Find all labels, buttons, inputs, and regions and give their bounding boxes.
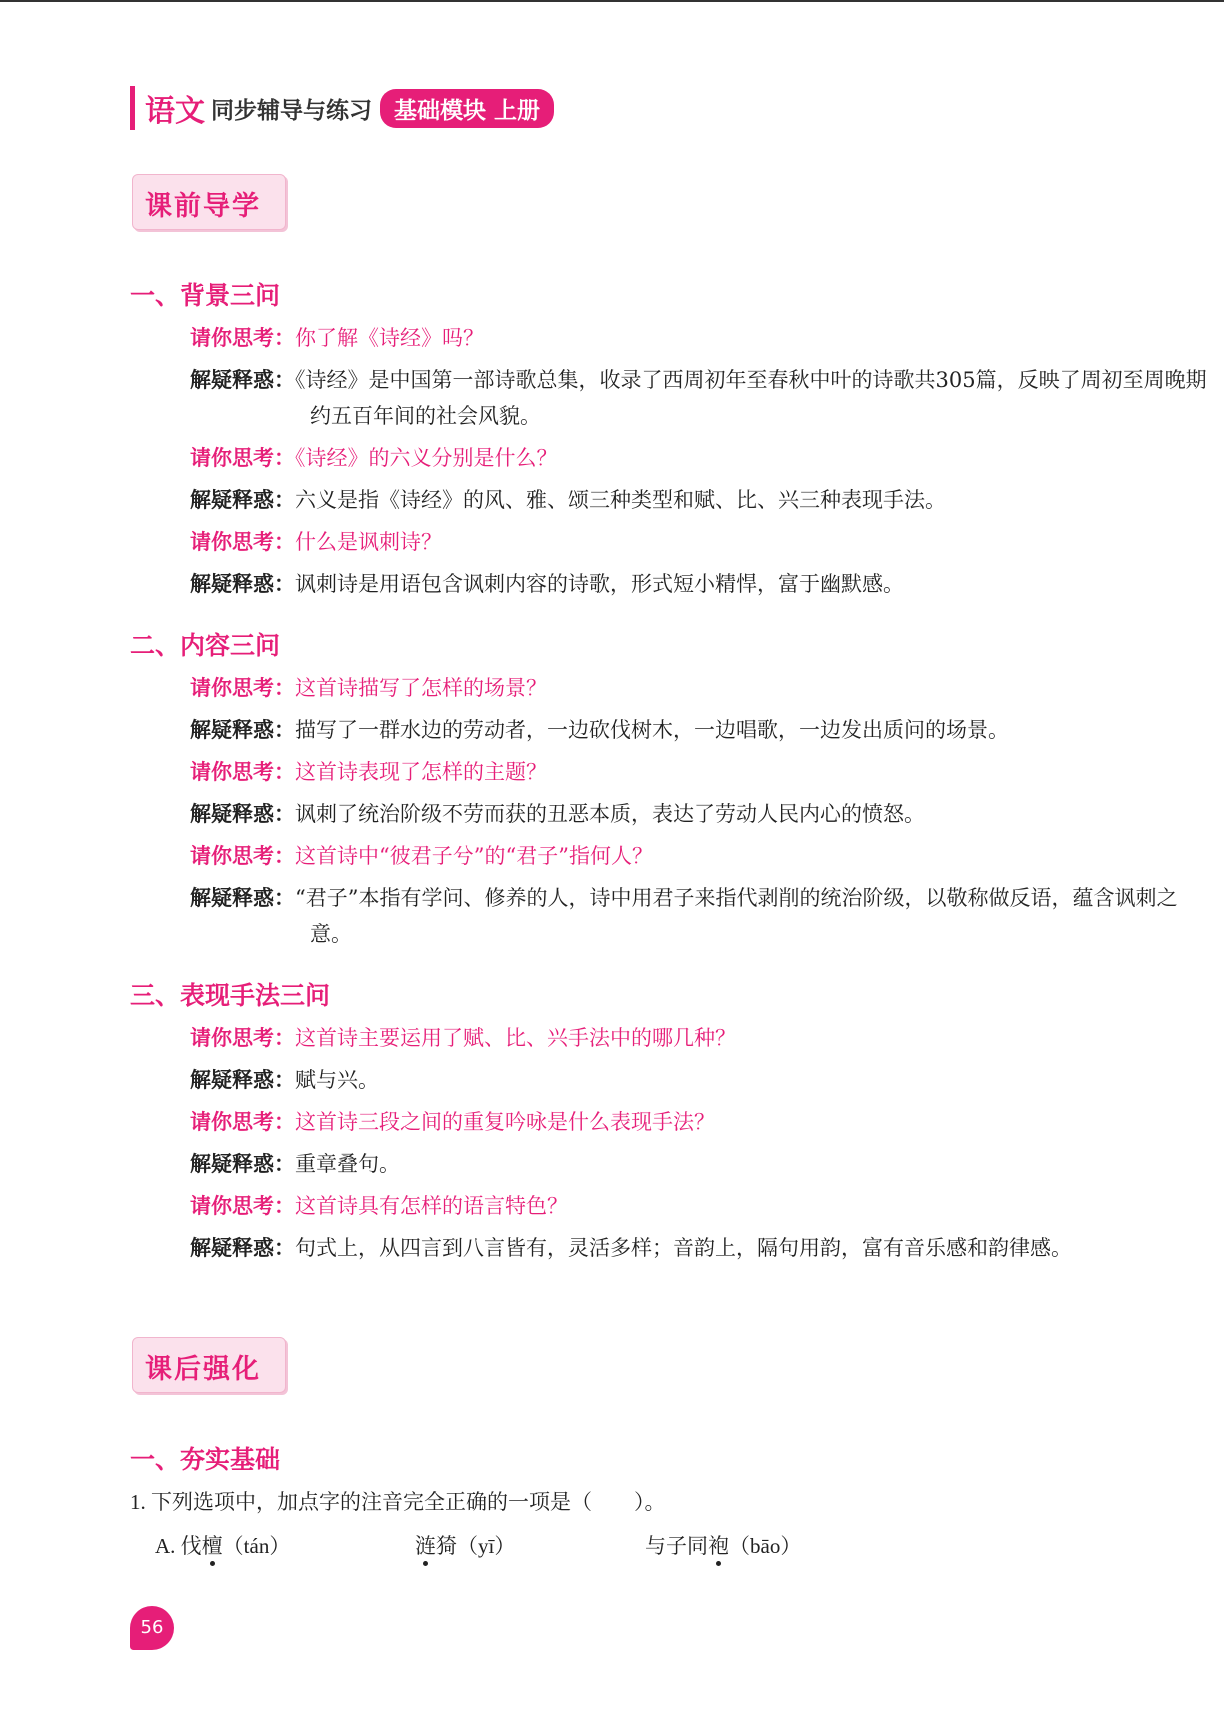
exercise-heading: 一、夯实基础 bbox=[130, 1445, 281, 1474]
answer-line: 解疑释惑：讽刺诗是用语包含讽刺内容的诗歌，形式短小精悍，富于幽默感。 bbox=[190, 572, 904, 596]
header-series: 同步辅导与练习 bbox=[211, 97, 372, 124]
answer-line: 解疑释惑：句式上，从四言到八言皆有，灵活多样；音韵上，隔句用韵，富有音乐感和韵律感。 bbox=[190, 1236, 1072, 1260]
answer-line: 解疑释惑：赋与兴。 bbox=[190, 1068, 379, 1092]
option-a-word-3: 与子同袍（bāo） bbox=[645, 1534, 802, 1558]
question-line: 请你思考：你了解《诗经》吗？ bbox=[190, 326, 484, 350]
section-box-post-class bbox=[132, 1337, 286, 1393]
exercise-question: 1. 下列选项中，加点字的注音完全正确的一项是（ ）。 bbox=[130, 1490, 666, 1514]
group-heading: 一、背景三问 bbox=[130, 281, 281, 310]
dotted-char: 袍 bbox=[708, 1534, 729, 1558]
page-number: 56 bbox=[130, 1606, 174, 1650]
question-line: 请你思考：这首诗中“彼君子兮”的“君子”指何人？ bbox=[190, 844, 653, 868]
header-volume-pill: 基础模块 上册 bbox=[380, 89, 554, 128]
question-line: 请你思考：这首诗具有怎样的语言特色？ bbox=[190, 1194, 568, 1218]
question-line: 请你思考：这首诗三段之间的重复吟咏是什么表现手法？ bbox=[190, 1110, 715, 1134]
answer-line: 解疑释惑：描写了一群水边的劳动者，一边砍伐树木，一边唱歌，一边发出质问的场景。 bbox=[190, 718, 1009, 742]
section-box-pre-class bbox=[132, 174, 286, 230]
answer-line: 解疑释惑：“君子”本指有学问、修养的人，诗中用君子来指代剥削的统治阶级，以敬称做反语，蕴含讽刺之意。 bbox=[190, 886, 1178, 946]
answer-line: 解疑释惑：《诗经》是中国第一部诗歌总集，收录了西周初年至春秋中叶的诗歌共305篇，反映了周初至周晚期约五百年间的社会风貌。 bbox=[190, 368, 1207, 428]
option-label: A. bbox=[155, 1534, 176, 1558]
question-line: 请你思考：这首诗主要运用了赋、比、兴手法中的哪几种？ bbox=[190, 1026, 736, 1050]
section-title: 课前导学 bbox=[145, 191, 261, 222]
answer-line: 解疑释惑：六义是指《诗经》的风、雅、颂三种类型和赋、比、兴三种表现手法。 bbox=[190, 488, 946, 512]
question-line: 请你思考：这首诗表现了怎样的主题？ bbox=[190, 760, 547, 784]
section-title: 课后强化 bbox=[145, 1354, 261, 1385]
question-line: 请你思考：这首诗描写了怎样的场景？ bbox=[190, 676, 547, 700]
group-heading: 二、内容三问 bbox=[130, 631, 281, 660]
answer-line: 解疑释惑：重章叠句。 bbox=[190, 1152, 400, 1176]
answer-line: 解疑释惑：讽刺了统治阶级不劳而获的丑恶本质，表达了劳动人民内心的愤怒。 bbox=[190, 802, 925, 826]
header-accent-bar bbox=[130, 86, 135, 130]
dotted-char: 涟 bbox=[415, 1534, 436, 1558]
option-a-word-1: A. 伐檀（tán） bbox=[155, 1534, 291, 1558]
header-subject: 语文 bbox=[145, 94, 205, 129]
question-line: 请你思考：什么是讽刺诗？ bbox=[190, 530, 442, 554]
top-rule bbox=[0, 0, 1224, 2]
group-heading: 三、表现手法三问 bbox=[130, 981, 331, 1010]
dotted-char: 檀 bbox=[201, 1534, 223, 1558]
question-line: 请你思考：《诗经》的六义分别是什么？ bbox=[190, 446, 558, 470]
option-a-word-2: 涟猗（yī） bbox=[415, 1534, 516, 1558]
running-header bbox=[130, 86, 554, 130]
